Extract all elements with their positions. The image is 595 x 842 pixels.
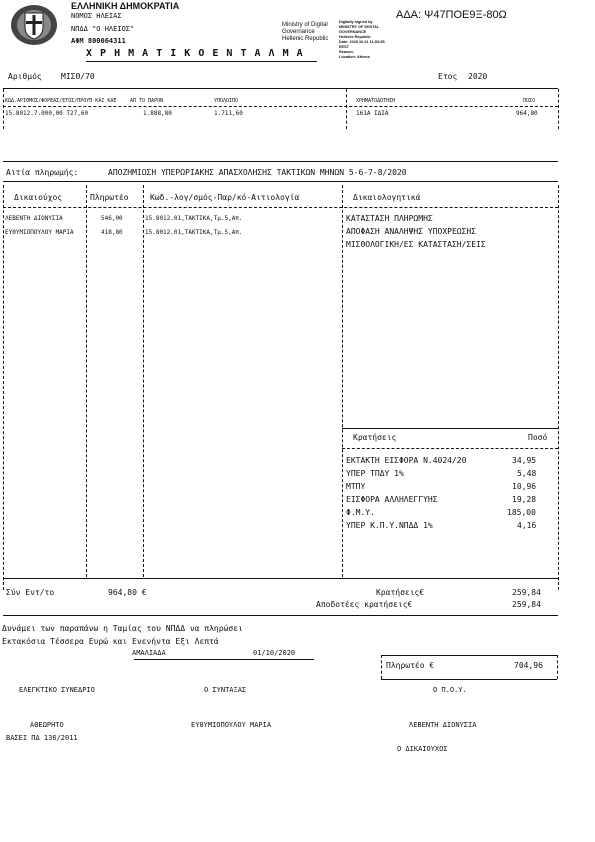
ministry-line: Governance	[282, 29, 315, 35]
rule	[3, 578, 558, 579]
document-title: Χ Ρ Η Μ Α Τ Ι Κ Ο Ε Ν Τ Α Λ Μ Α	[86, 48, 304, 59]
president-name: ΛΕΒΕΝΤΗ ΔΙΟΝΥΣΙΑ	[409, 721, 477, 729]
document-item: ΜΙΣΘΟΛΟΓΙΚΗ/ΕΣ ΚΑΤΑΣΤΑΣΗ/ΣΕΙΣ	[346, 240, 486, 249]
rule-v	[557, 655, 558, 679]
sig-line: GOVERNANCE	[339, 30, 367, 34]
beneficiary-name: ΛΕΒΕΝΤΗ ΔΙΟΝΥΣΙΑ	[5, 215, 63, 222]
sig-line: Hellenic Republic	[339, 35, 371, 39]
beneficiary-name: ΕΥΘΥΜΙΟΠΟΥΛΟΥ ΜΑΡΙΑ	[5, 229, 74, 236]
rule-v	[86, 185, 87, 577]
deductions-header: Κρατήσεις	[353, 433, 397, 442]
payable-total: 704,96	[514, 661, 543, 670]
rule	[342, 428, 558, 429]
payable-deductions: 259,84	[512, 600, 541, 609]
place: ΑΜΑΛΙΑΔΑ	[132, 649, 166, 657]
budget-code-header: ΚΩΔ.ΑΡΙΘΜΟΣ/ΦΟΡΕΑΣ/ΕΤΟΣ/ΠΡΟΥΠ ΚΑΙ ΚΑΕ	[5, 98, 117, 104]
rule-v	[381, 655, 382, 679]
budget-amount: 964,80	[516, 110, 538, 117]
order-number: ΜΙΣΘ/70	[61, 72, 95, 81]
deductions-amount-header: Ποσό	[528, 433, 548, 442]
table-row	[0, 215, 595, 228]
composer-title: Ο ΣΥΝΤΑΞΑΣ	[204, 686, 247, 694]
entity-name: ΝΠΔΔ "Ο ΗΛΕΙΟΣ"	[71, 25, 135, 33]
payment-reason: ΑΠΟΖΗΜΙΩΣΗ ΥΠΕΡΩΡΙΑΚΗΣ ΑΠΑΣΧΟΛΗΣΗΣ ΤΑΚΤΙΚΩΝ ΜΗΝΩΝ 5-6-7-8/2020	[108, 168, 407, 177]
sig-line: Reason:	[339, 50, 354, 54]
budget-this-order-header: ΑΠ ΤΟ ΠΑΡΟΝ	[130, 98, 164, 104]
budget-financing: 161Α ΙΔΙΑ	[356, 110, 389, 117]
year-value: 2020	[468, 72, 488, 81]
budget-remaining-header: ΥΠΟΛΟΙΠΟ	[214, 98, 239, 104]
rule-v	[3, 89, 4, 129]
year-label: Ετος	[438, 72, 458, 81]
beneficiary-amount: 418,80	[101, 229, 123, 236]
title-underline	[86, 61, 317, 62]
authorization-text: Δυνάμει των παραπάνω η Ταμίας του ΝΠΔΔ να πληρώσει	[2, 624, 243, 633]
documents-header: Δικαιολογητικά	[353, 193, 421, 202]
ministry-block	[282, 22, 328, 43]
deduction-amount: 4,16	[517, 521, 537, 530]
payable-label: Πληρωτέο €	[386, 661, 435, 670]
sig-line: Digitally signed by	[339, 20, 373, 24]
rule	[3, 161, 558, 162]
deduction-amount: 10,96	[512, 482, 537, 491]
payment-reason-label: Αιτία πληρωμής:	[6, 168, 79, 177]
sig-line: Date: 2020.10.01 11:53:55	[339, 40, 385, 44]
payable-header: Πληρωτέο	[90, 193, 129, 202]
deduction-amount: 34,95	[512, 456, 537, 465]
exempt-basis: ΒΑΣΕΙ ΠΔ 136/2011	[6, 734, 78, 742]
rule-v	[558, 89, 559, 129]
beneficiary-code: 15.8012.01,ΤΑΚΤΙΚΑ,Τμ.5,Απ.	[145, 215, 243, 222]
rule	[3, 181, 558, 182]
rule	[3, 207, 558, 208]
composer-name: ΕΥΘΥΜΙΟΠΟΥΛΟΥ ΜΑΡΙΑ	[191, 721, 272, 729]
beneficiary-signature: Ο ΔΙΚΑΙΟΥΧΟΣ	[397, 745, 448, 753]
budget-financing-header: ΧΡΗΜΑΤΟΔΟΤΗΣΗ	[356, 98, 396, 104]
rule	[381, 679, 557, 680]
payable-deductions-label: Αποδοτέες κρατήσεις€	[316, 600, 413, 609]
ada-code: ΑΔΑ: Ψ47ΠΟΕ9Ξ-80Ω	[396, 9, 507, 21]
sig-line: MINISTRY OF DIGITAL	[339, 25, 380, 29]
deduction-amount: 19,28	[512, 495, 537, 504]
sig-line: EEST	[339, 45, 349, 49]
rule-v	[342, 185, 343, 577]
president-title: Ο Π.Ο.Υ.	[433, 686, 467, 694]
budget-amount-header: ΠΟΣΟ	[523, 98, 536, 104]
republic-name: ΕΛΛΗΝΙΚΗ ΔΗΜΟΚΡΑΤΙΑ	[71, 1, 180, 11]
deduction-label: ΕΙΣΦΟΡΑ ΑΛΛΗΛΕΓΓΥΗΣ	[346, 495, 438, 504]
rule-v	[3, 185, 4, 590]
rule	[134, 659, 314, 660]
exempt-stamp: ΑΘΕΩΡΗΤΟ	[30, 721, 64, 729]
afm: ΑΦΜ 800064311	[71, 37, 126, 45]
audit-court: ΕΛΕΓΚΤΙΚΟ ΣΥΝΕΔΡΙΟ	[19, 686, 95, 694]
beneficiary-amount: 546,00	[101, 215, 123, 222]
order-number-label: Αριθμός	[8, 72, 42, 81]
budget-code: 15.8012.7.000,00 Τ27,60	[5, 110, 89, 117]
deduction-label: ΕΚΤΑΚΤΗ ΕΙΣΦΟΡΑ Ν.4024/20	[346, 456, 467, 465]
coat-of-arms-icon	[9, 3, 59, 47]
date: 01/10/2020	[253, 649, 296, 657]
deduction-label: ΥΠΕΡ Κ.Π.Υ.ΝΠΔΔ 1%	[346, 521, 433, 530]
rule	[381, 655, 557, 656]
rule	[342, 448, 558, 449]
budget-this-order: 1.888,80	[143, 110, 172, 117]
digital-signature-block	[339, 20, 385, 60]
sig-line: Location: Athens	[339, 55, 370, 59]
table-row	[0, 229, 595, 242]
deduction-label: Φ.Μ.Υ.	[346, 508, 375, 517]
rule	[3, 615, 558, 616]
rule	[3, 88, 558, 89]
beneficiary-code: 15.8012.01,ΤΑΚΤΙΚΑ,Τμ.5,Απ.	[145, 229, 243, 236]
rule-v	[346, 89, 347, 129]
beneficiary-header: Δικαιούχος	[14, 193, 63, 202]
ministry-line: Hellenic Republic	[282, 36, 329, 42]
document-item: ΑΠΟΦΑΣΗ ΑΝΑΛΗΨΗΣ ΥΠΟΧΡΕΩΣΗΣ	[346, 227, 477, 236]
deduction-amount: 5,48	[517, 469, 537, 478]
deductions-total: 259,84	[512, 588, 541, 597]
ministry-line: Ministry of Digital	[282, 22, 328, 28]
rule-v	[558, 185, 559, 590]
prefecture: ΝΟΜΟΣ ΗΛΕΙΑΣ	[71, 12, 122, 20]
sum-label: Σύν Εντ/το	[6, 588, 55, 597]
budget-remaining: 1.711,60	[214, 110, 243, 117]
rule	[3, 106, 558, 107]
rule-v	[143, 185, 144, 577]
deduction-label: ΜΤΠΥ	[346, 482, 366, 491]
document-item: ΚΑΤΑΣΤΑΣΗ ΠΛΗΡΩΜΗΣ	[346, 214, 433, 223]
deduction-label: ΥΠΕΡ ΤΠΔΥ 1%	[346, 469, 404, 478]
sum-value: 964,80 €	[108, 588, 147, 597]
deduction-amount: 185,00	[507, 508, 536, 517]
deductions-total-label: Κρατήσεις€	[376, 588, 425, 597]
code-header: Κωδ.-λογ/σμός-Παρ/κό-Αιτιολογία	[150, 193, 300, 202]
amount-in-words: Εκτακόσια Τέσσερα Ευρώ και Ενενήντα Εξι Λεπτά	[2, 637, 219, 646]
